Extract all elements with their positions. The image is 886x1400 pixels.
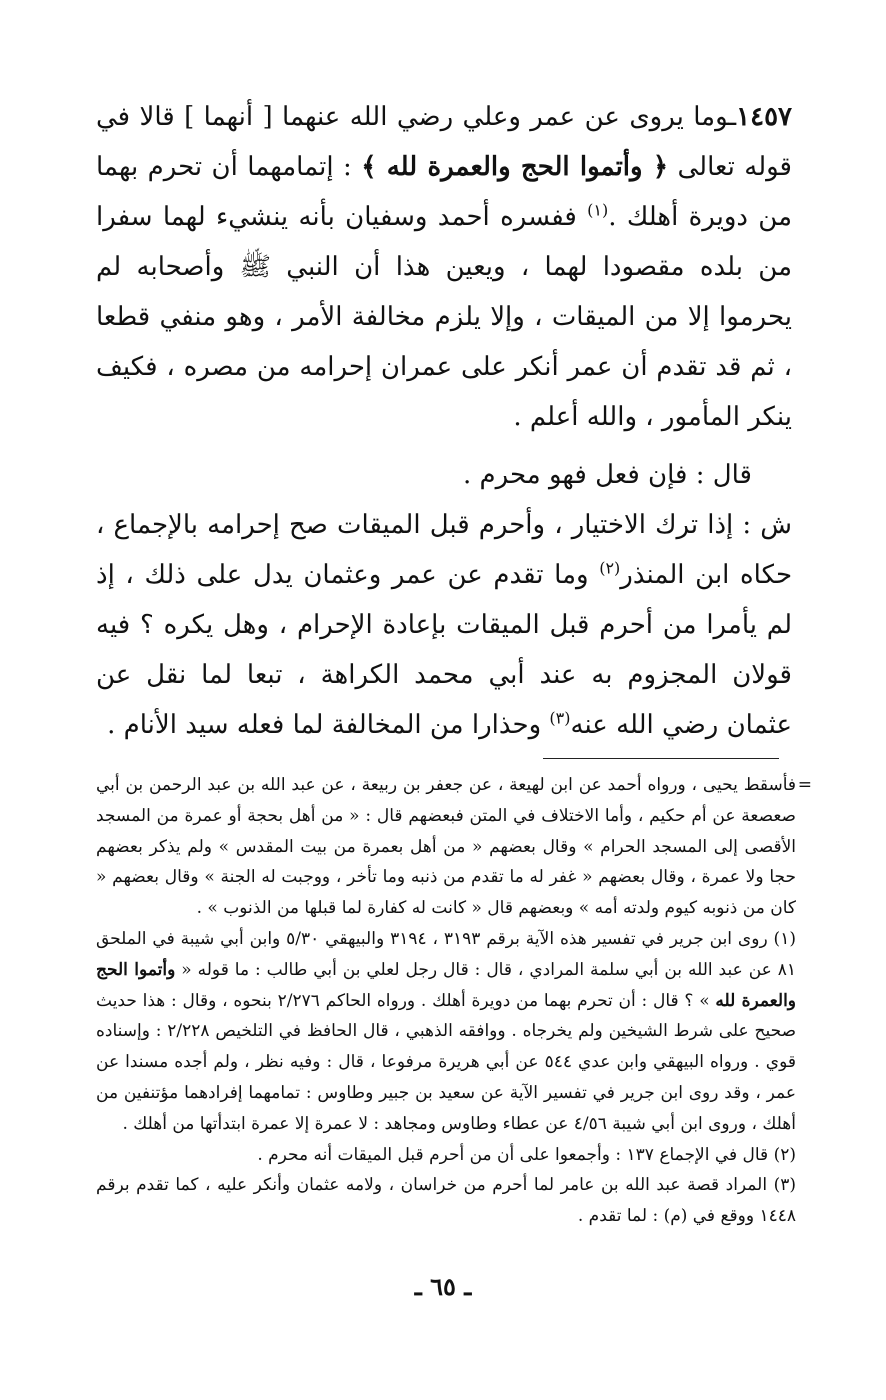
sharh-line-3: على ذلك ، إذ لم يأمرا من أحرم قبل الميقات بإعادة الإحرام ، bbox=[96, 560, 793, 640]
continuation-marker: = bbox=[797, 775, 812, 795]
footnote-ref-2: (٢) bbox=[599, 558, 621, 578]
sharh-line-2b: وما تقدم عن عمر وعثمان يدل bbox=[252, 560, 589, 590]
footnote-continuation-line: بعضهم « كان من ذنوبه كيوم ولدته أمه » وبعضهم قال « كانت له كفارة لما قبلها من الذنوب » . bbox=[96, 867, 796, 919]
sharh-line-5a: لما نقل عن عثمان رضي الله عنه bbox=[96, 660, 792, 740]
footnote-continuation-line: المسجد الأقصى إلى المسجد الحرام » وقال بعضهم « من أهل بعمرة من بيت المقدس » ولم يذكر bbox=[96, 805, 796, 857]
footnote-1-verse: وأتموا الحج bbox=[96, 959, 176, 980]
footnote-ref-1: (١) bbox=[587, 200, 609, 220]
entry-line-3a: من دويرة أهلك . bbox=[608, 202, 792, 232]
entry-line-5: يحرموا إلا من الميقات ، وإلا يلزم مخالفة الأمر ، وهو منفي bbox=[159, 302, 792, 332]
entry-line-2c: : إتمامهما أن تحرم بهما bbox=[96, 152, 352, 182]
entry-line-4: من بلده مقصودا لهما ، ويعين هذا أن النبي ﷺ وأصحابه لم bbox=[96, 252, 792, 282]
footnote-continuation-line: بعضهم حجا ولا عمرة ، وقال بعضهم « غفر له ما تقدم من ذنبه وما تأخر ، ووجبت له الجنة » وقال bbox=[96, 836, 796, 888]
sharh-line-5b: وحذارا من المخالفة لما فعله bbox=[236, 710, 542, 740]
quran-verse: ﴿ وأتموا الحج والعمرة لله ﴾ bbox=[361, 152, 669, 182]
footnote-continuation-line: أبي صعصعة عن أم حكيم ، وأما الاختلاف في المتن فبعضهم قال : « من أهل بحجة أو عمرة من bbox=[96, 775, 796, 826]
footnote-1-line: قوي . ورواه البيهقي وابن عدي ٥٤٤ عن أبي هريرة مرفوعا ، قال : وفيه نظر ، ولم أجده مسندا عن bbox=[96, 1052, 796, 1073]
entry-line-2a: تعالى bbox=[677, 152, 735, 182]
sharh-line-1: ش : إذا ترك الاختيار ، وأحرم قبل الميقات صح إحرامه bbox=[207, 510, 793, 540]
footnote-continuation bbox=[96, 770, 796, 924]
main-text bbox=[96, 92, 792, 750]
sharh-line-6: سيد الأنام . bbox=[107, 710, 229, 740]
footnote-ref-3: (٣) bbox=[549, 708, 571, 728]
footnote-1-line: عمر ، وقد روى ابن جرير في تفسير الآية عن سعيد بن جبير وطاوس : تمامهما إفرادهما مؤتنفين من bbox=[96, 1082, 796, 1103]
entry-line-6: قطعا ، ثم قد تقدم أن عمر أنكر على عمران إحرامه من مصره ، bbox=[96, 302, 792, 382]
footnote-1-line: أهلك ، وروى ابن أبي شيبة ٤/٥٦ عن عطاء وطاوس ومجاهد : لا عمرة إلا عمرة ابتدأتها من أهلك . bbox=[122, 1113, 796, 1134]
footnote-3-line: (٣) المراد قصة عبد الله بن عامر لما أحرم من خراسان ، ولامه عثمان وأنكر عليه ، كما تقدم برقم bbox=[96, 1175, 796, 1196]
footnote-1-line: » ؟ قال : أن تحرم بهما من دويرة أهلك . ورواه الحاكم ٢/٢٧٦ بنحوه ، وقال : هذا حديث bbox=[96, 990, 710, 1011]
footnote-3 bbox=[96, 1170, 796, 1232]
qala-line: قال : فإن فعل فهو محرم . bbox=[463, 460, 752, 490]
footnote-1-verse: والعمرة لله bbox=[715, 990, 796, 1011]
footnote-1-line: ٨١ عن عبد الله بن أبي سلمة المرادي ، قال : قال رجل لعلي بن أبي طالب : ما قوله « bbox=[181, 959, 796, 980]
sharh-paragraph bbox=[96, 500, 792, 750]
footnote-divider bbox=[543, 758, 779, 759]
footnote-1-line: صحيح على شرط الشيخين ولم يخرجاه . ووافقه الذهبي ، قال الحافظ في التلخيص ٢/٢٢٨ : وإسناده bbox=[96, 1021, 797, 1042]
footnote-3-line: ١٤٤٨ ووقع في (م) : لما تقدم . bbox=[577, 1206, 796, 1227]
footnote-2: (٢) قال في الإجماع ١٣٧ : وأجمعوا على أن من أحرم قبل الميقات أنه محرم . bbox=[257, 1144, 796, 1165]
footnote-continuation-line: فأسقط يحيى ، ورواه أحمد عن ابن لهيعة ، عن جعفر بن ربيعة ، عن عبد الله بن عبد الرحمن بن bbox=[125, 775, 797, 795]
entry-paragraph bbox=[96, 92, 792, 442]
footnote-1-line: (١) روى ابن جرير في تفسير هذه الآية برقم ٣١٩٣ ، ٣١٩٤ والبيهقي ٥/٣٠ وابن أبي شيبة في الملحق bbox=[96, 928, 796, 949]
footnote-1 bbox=[96, 924, 796, 1140]
sharh-line-4: وهل يكره ؟ فيه قولان المجزوم به عند أبي محمد الكراهة ، تبعا bbox=[96, 610, 792, 690]
entry-line-7: فكيف ينكر المأمور ، والله أعلم . bbox=[96, 352, 792, 432]
page-number: ـ ٦٥ ـ bbox=[414, 1272, 472, 1301]
sharh-line-2a: بالإجماع ، حكاه ابن المنذر bbox=[96, 510, 793, 590]
entry-line-1: ـوما يروى عن عمر وعلي رضي الله عنهما [ أنهما ] قالا في قوله bbox=[96, 102, 792, 182]
footnotes bbox=[96, 770, 812, 1232]
entry-number: ١٤٥٧ bbox=[736, 102, 792, 132]
entry-line-3b: ففسره أحمد وسفيان بأنه ينشيء لهما سفرا bbox=[96, 202, 577, 232]
